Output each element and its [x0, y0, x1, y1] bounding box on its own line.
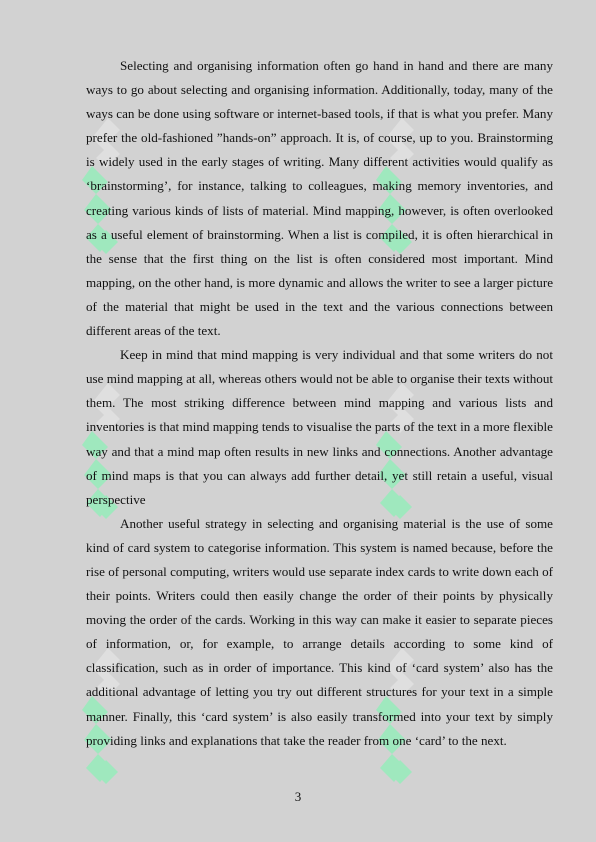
body-text — [86, 54, 553, 753]
paragraph: Keep in mind that mind mapping is very individual and that some writers do not use mind mapping at all, whereas others would not be able to organise their texts without them. The most striking difference between mind mapping and various lists and inventories is that mind mapping tends to visualise the parts of the text in a more flexible way and that a mind map often results in new links and connections. Another advantage of mind maps is that you can always add further detail, yet still retain a useful, visual perspective — [86, 347, 553, 507]
paragraph: Selecting and organising information often go hand in hand and there are many ways to go about selecting and organising information. Additionally, today, many of the ways can be done using software or internet-based tools, if that is what you prefer. Many prefer the old-fashioned ”hands-on” approach. It is, of course, up to you. Brainstorming is widely used in the early stages of writing. Many different activities would qualify as ‘brainstorming’, for instance, talking to colleagues, making memory inventories, and creating various kinds of lists of material. Mind mapping, however, is often overlooked as a useful element of brainstorming. When a list is compiled, it is often hierarchical in the sense that the first thing on the list is often considered most important. Mind mapping, on the other hand, is more dynamic and allows the writer to see a larger picture of the material that might be used in the text and the various connections between different areas of the text. — [86, 58, 553, 339]
page-number: 3 — [294, 789, 302, 804]
paragraph: Another useful strategy in selecting and organising material is the use of some kind of card system to categorise information. This system is named because, before the rise of personal computing, writers would use separate index cards to write down each of their points. Writers could then easily change the order of their points by physically moving the order of the cards. Working in this way can make it easier to separate pieces of information, or, for example, to arrange details according to some kind of classification, such as in order of importance. This kind of ‘card system’ also has the additional advantage of letting you try out different structures for your text in a simple manner. Finally, this ‘card system’ is also easily transformed into your text by simply providing links and explanations that take the reader from one ‘card’ to the next. — [86, 515, 553, 748]
